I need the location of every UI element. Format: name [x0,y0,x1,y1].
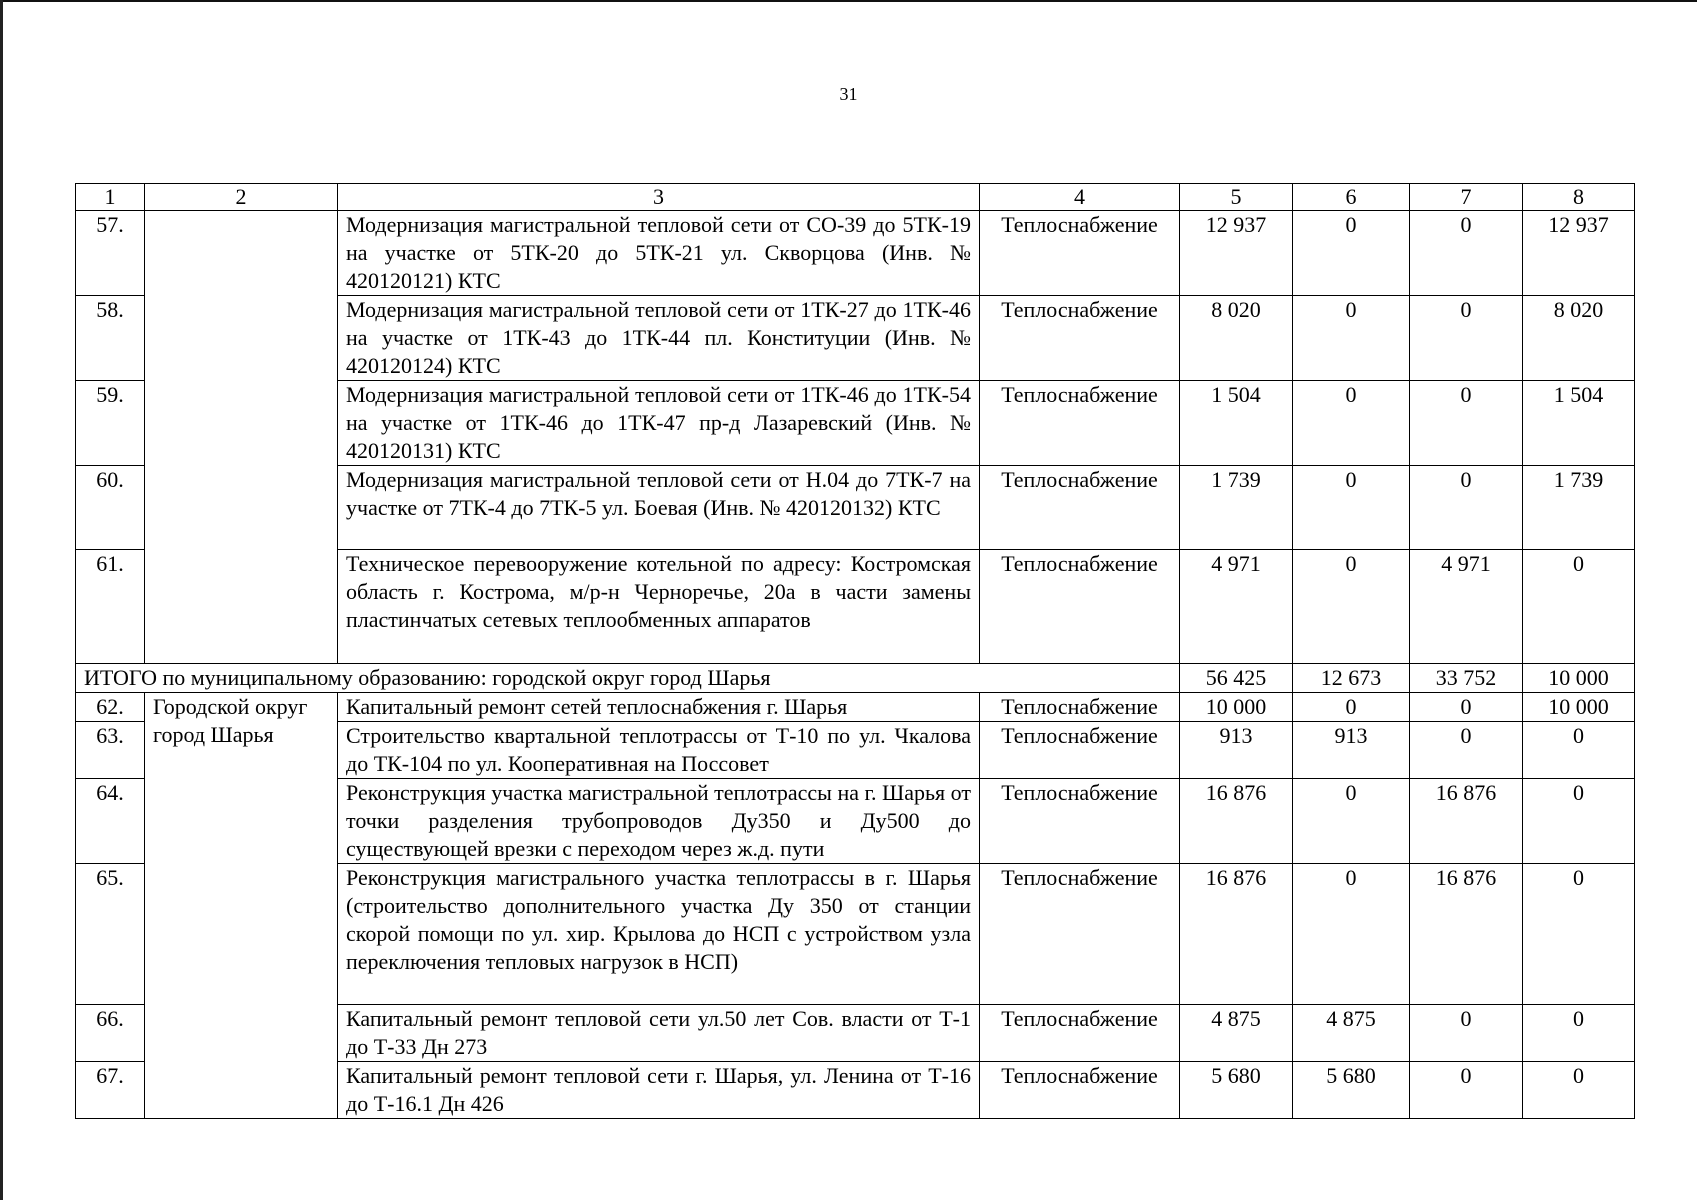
header-row [76,184,1635,211]
row-col6: 0 [1293,864,1410,1005]
row-col8: 10 000 [1523,693,1635,722]
row-col7: 0 [1410,722,1523,779]
row-col6: 0 [1293,381,1410,466]
row-col6: 0 [1293,296,1410,381]
row-col8: 1 504 [1523,381,1635,466]
page-number: 31 [839,84,858,104]
scan-edge-left [0,0,3,1200]
row-col7: 16 876 [1410,779,1523,864]
row-col7: 0 [1410,1005,1523,1062]
row-col8: 0 [1523,1062,1635,1119]
row-category: Теплоснабжение [980,211,1180,296]
header-cell: 7 [1410,184,1523,211]
row-col5: 10 000 [1180,693,1293,722]
row-col6: 5 680 [1293,1062,1410,1119]
investment-table [75,183,1635,1119]
row-number: 58. [76,296,145,381]
row-description: Модернизация магистральной тепловой сети от 1ТК-27 до 1ТК-46 на участке от 1ТК-43 до 1ТК-44 пл. Конституции (Инв. № 420120124) КТС [338,296,980,381]
row-col5: 12 937 [1180,211,1293,296]
row-col8: 0 [1523,722,1635,779]
scan-edge-top [0,0,1697,2]
row-category: Теплоснабжение [980,1005,1180,1062]
header-cell: 6 [1293,184,1410,211]
header-cell: 1 [76,184,145,211]
row-category: Теплоснабжение [980,550,1180,664]
row-col5: 16 876 [1180,864,1293,1005]
total-col8: 10 000 [1523,664,1635,693]
row-col5: 4 875 [1180,1005,1293,1062]
row-col7: 16 876 [1410,864,1523,1005]
row-category: Теплоснабжение [980,693,1180,722]
municipality-cell-empty [145,211,338,664]
row-col5: 913 [1180,722,1293,779]
row-description: Модернизация магистральной тепловой сети от СО-39 до 5ТК-19 на участке от 5ТК-20 до 5ТК-21 ул. Скворцова (Инв. № 420120121) КТС [338,211,980,296]
table-body [76,184,1635,1119]
row-category: Теплоснабжение [980,864,1180,1005]
total-col7: 33 752 [1410,664,1523,693]
row-col5: 8 020 [1180,296,1293,381]
row-number: 61. [76,550,145,664]
row-col5: 1 739 [1180,466,1293,550]
header-cell: 8 [1523,184,1635,211]
row-description: Капитальный ремонт сетей теплоснабжения г. Шарья [338,693,980,722]
total-row [76,664,1635,693]
row-col6: 4 875 [1293,1005,1410,1062]
row-number: 59. [76,381,145,466]
row-col6: 913 [1293,722,1410,779]
row-col8: 0 [1523,550,1635,664]
row-category: Теплоснабжение [980,466,1180,550]
row-col6: 0 [1293,779,1410,864]
row-col8: 0 [1523,1005,1635,1062]
row-col7: 0 [1410,381,1523,466]
row-category: Теплоснабжение [980,1062,1180,1119]
row-col6: 0 [1293,550,1410,664]
row-col5: 1 504 [1180,381,1293,466]
total-col6: 12 673 [1293,664,1410,693]
row-col7: 0 [1410,296,1523,381]
row-description: Реконструкция магистрального участка теплотрассы в г. Шарья (строительство дополнительного участка Ду 350 от станции скорой помощи по ул. хир. Крылова до НСП с устройством узла переключения тепловых нагрузок в НСП) [338,864,980,1005]
row-number: 57. [76,211,145,296]
row-col7: 0 [1410,1062,1523,1119]
row-description: Капитальный ремонт тепловой сети ул.50 лет Сов. власти от Т-1 до Т-33 Дн 273 [338,1005,980,1062]
row-col7: 0 [1410,211,1523,296]
row-description: Техническое перевооружение котельной по адресу: Костромская область г. Кострома, м/р-н Черноречье, 20а в части замены пластинчатых сетевых теплообменных аппаратов [338,550,980,664]
row-description: Строительство квартальной теплотрассы от Т-10 по ул. Чкалова до ТК-104 по ул. Кооперативная на Поссовет [338,722,980,779]
row-col8: 8 020 [1523,296,1635,381]
row-col8: 0 [1523,779,1635,864]
row-col6: 0 [1293,693,1410,722]
row-col6: 0 [1293,211,1410,296]
row-number: 64. [76,779,145,864]
row-col7: 0 [1410,693,1523,722]
row-col8: 1 739 [1523,466,1635,550]
row-col5: 5 680 [1180,1062,1293,1119]
table-row [76,211,1635,296]
row-col5: 16 876 [1180,779,1293,864]
row-col7: 0 [1410,466,1523,550]
row-number: 62. [76,693,145,722]
row-category: Теплоснабжение [980,779,1180,864]
row-description: Модернизация магистральной тепловой сети от Н.04 до 7ТК-7 на участке от 7ТК-4 до 7ТК-5 ул. Боевая (Инв. № 420120132) КТС [338,466,980,550]
total-label: ИТОГО по муниципальному образованию: городской округ город Шарья [76,664,1180,693]
row-number: 66. [76,1005,145,1062]
total-col5: 56 425 [1180,664,1293,693]
row-number: 60. [76,466,145,550]
row-description: Реконструкция участка магистральной теплотрассы на г. Шарья от точки разделения трубопроводов Ду350 и Ду500 до существующей врезки с переходом через ж.д. пути [338,779,980,864]
header-cell: 3 [338,184,980,211]
table-row [76,693,1635,722]
row-category: Теплоснабжение [980,381,1180,466]
row-description: Капитальный ремонт тепловой сети г. Шарья, ул. Ленина от Т-16 до Т-16.1 Дн 426 [338,1062,980,1119]
header-cell: 2 [145,184,338,211]
row-col7: 4 971 [1410,550,1523,664]
row-category: Теплоснабжение [980,296,1180,381]
municipality-name: Городской округ город Шарья [145,693,338,1119]
row-number: 67. [76,1062,145,1119]
row-col6: 0 [1293,466,1410,550]
row-number: 63. [76,722,145,779]
row-category: Теплоснабжение [980,722,1180,779]
header-cell: 5 [1180,184,1293,211]
header-cell: 4 [980,184,1180,211]
row-col8: 12 937 [1523,211,1635,296]
row-col5: 4 971 [1180,550,1293,664]
row-description: Модернизация магистральной тепловой сети от 1ТК-46 до 1ТК-54 на участке от 1ТК-46 до 1ТК-47 пр-д Лазаревский (Инв. № 420120131) КТС [338,381,980,466]
row-col8: 0 [1523,864,1635,1005]
row-number: 65. [76,864,145,1005]
